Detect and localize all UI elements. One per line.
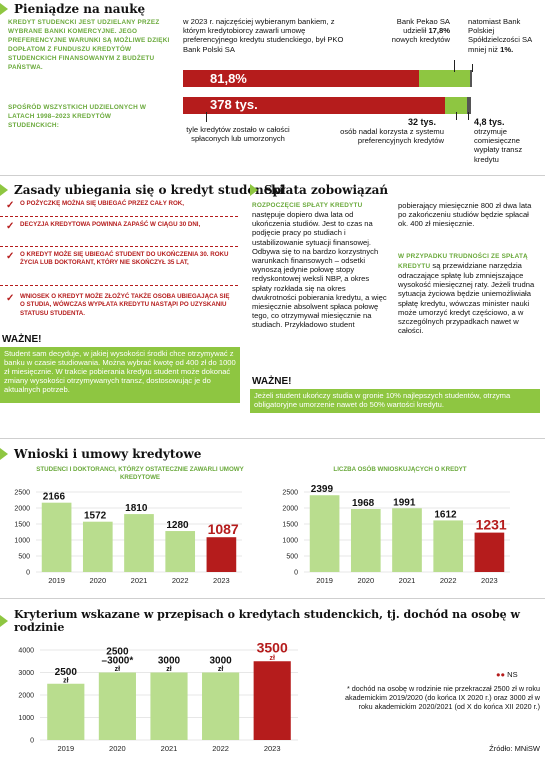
- check-icon: ✓: [6, 221, 15, 232]
- triangle-icon: [0, 184, 8, 196]
- section-title-money: Pieniądze na naukę: [0, 2, 145, 16]
- data-label: 3000: [209, 655, 232, 667]
- data-label: 1612: [434, 509, 457, 521]
- data-label: –3000*: [101, 655, 134, 667]
- data-label: 1231: [475, 516, 507, 533]
- y-tick-label: 3000: [18, 670, 34, 677]
- bps-note: natomiast Bank Polskiej Spółdzielczości SA mniej niż 1%.: [468, 17, 532, 54]
- pref-value: 32 tys.: [408, 117, 437, 127]
- credit-tag: ●● NS: [496, 670, 518, 679]
- important-label-right: WAŻNE!: [252, 376, 292, 387]
- data-unit: zł: [166, 666, 172, 673]
- data-unit: zł: [217, 666, 224, 673]
- data-label: 2500: [54, 666, 77, 678]
- pref-marker: [456, 112, 457, 120]
- x-tick-label: 2023: [481, 576, 498, 585]
- x-tick-label: 2021: [130, 576, 148, 585]
- data-label: 3000: [157, 655, 181, 667]
- bar: [165, 531, 195, 572]
- data-label: 1810: [125, 503, 148, 515]
- y-tick-label: 4000: [18, 647, 34, 655]
- section-title-criterion: Kryterium wskazane w przepisach o kredytach studenckich, tj. dochód na osobę w rodzinie: [0, 608, 545, 634]
- chart-title-applicants: LICZBA OSÓB WNIOSKUJĄCYCH O KREDYT: [333, 466, 467, 473]
- rule-divider: [0, 285, 238, 286]
- triangle-icon: [0, 615, 8, 627]
- x-tick-label: 2023: [213, 576, 230, 585]
- x-tick-label: 2022: [171, 576, 189, 585]
- credit-icon: ●●: [496, 670, 506, 679]
- pekao-note: Bank Pekao SA udzielił 17,8% nowych kredytów: [391, 17, 450, 45]
- triangle-icon: [0, 448, 8, 460]
- bar: [42, 503, 72, 572]
- hardship-column: W PRZYPADKU TRUDNOŚCI ZE SPŁATĄ KREDYTU są przewidziane narzędzia odraczające spłatę lub zmniejszające wysokość miesięcznej raty. Jeżeli trudna sytuacja życiowa będzie uniemożliwiała spłatę kredytu, wówczas minister nauki może umorzyć kredyt częściowo, a w szczególnych przypadkach nawet w całości.: [398, 253, 535, 336]
- bar: [83, 522, 113, 572]
- y-tick-label: 1500: [14, 521, 30, 529]
- bar-bps: [470, 70, 472, 87]
- y-tick-label: 0: [294, 569, 298, 577]
- x-tick-label: 2023: [263, 744, 281, 753]
- rule-item: ✓ O POŻYCZKĘ MOŻNA SIĘ UBIEGAĆ PRZEZ CAŁY ROK,: [6, 200, 184, 211]
- x-tick-label: 2020: [89, 576, 107, 585]
- data-unit: zł: [63, 677, 69, 685]
- bar: [124, 514, 154, 572]
- rule-item: ✓ WNIOSEK O KREDYT MOŻE ZŁOŻYĆ TAKŻE OSOBA UBIEGAJĄCA SIĘ O STUDIA, WÓWCZAS WYPŁATA KREDYTU NASTĄPI PO UZYSKANIU STATUSU STUDENTA.: [6, 293, 230, 317]
- y-tick-label: 1500: [282, 521, 298, 529]
- bar: [310, 495, 340, 572]
- section-title-repayment: Spłata zobowiązań: [250, 183, 388, 197]
- data-unit: zł: [269, 654, 275, 662]
- data-label: 1968: [351, 498, 375, 510]
- y-tick-label: 1000: [14, 537, 30, 545]
- divider-2: [0, 438, 545, 439]
- y-tick-label: 1000: [282, 537, 298, 545]
- bar: [475, 533, 505, 572]
- x-tick-label: 2021: [398, 576, 416, 585]
- bar: [207, 537, 237, 572]
- y-tick-label: 0: [26, 569, 30, 577]
- x-tick-label: 2022: [212, 744, 229, 753]
- y-tick-label: 500: [18, 553, 30, 561]
- footnote: * dochód na osobę w rodzinie nie przekraczał 2500 zł w roku akademickim 2019/2020 (do końca IX 2020 r.) oraz 3000 zł w roku akademickim 2020/2021 (od X do końca XII 2020 r.): [345, 684, 540, 711]
- y-tick-label: 2500: [282, 489, 298, 497]
- chart-title-contracts: STUDENCI I DOKTORANCI, KTÓRZY OSTATECZNIE ZAWARLI UMOWY KREDYTOWE: [36, 466, 244, 482]
- y-tick-label: 2000: [14, 505, 30, 513]
- triangle-icon: [250, 184, 258, 196]
- important-box-left: Student sam decyduje, w jakiej wysokości środki chce otrzymywać z banku w czasie studiowania. Można wybrać kwotę od 400 zł do 1000 zł miesięcznie. W trakcie pobierania kredytu student może dokonać zmiany wysokości otrzymywanych transz, dostosowując je do aktualnych potrzeb.: [0, 347, 240, 403]
- chart-contracts: [0, 478, 250, 588]
- section-title-rules: Zasady ubiegania się o kredyt studencki: [0, 183, 284, 197]
- repaid-marker: [206, 112, 207, 122]
- x-tick-label: 2022: [439, 576, 457, 585]
- pko-percent: 81,8%: [210, 71, 247, 86]
- bps-marker: [472, 64, 473, 72]
- x-tick-label: 2020: [357, 576, 375, 585]
- rule-item: ✓ DECYZJA KREDYTOWA POWINNA ZAPAŚĆ W CIĄGU 30 DNI,: [6, 221, 201, 232]
- bar: [99, 673, 136, 741]
- bar: [351, 509, 381, 572]
- triangle-icon: [0, 3, 8, 15]
- y-tick-label: 2000: [18, 692, 34, 700]
- repaid-desc: tyle kredytów zostało w całości spłaconych lub umorzonych: [186, 125, 290, 144]
- data-label: 1572: [83, 510, 107, 522]
- pko-note: w 2023 r. najczęściej wybieranym bankiem, z którym kredytobiorcy zawarli umowę preferencyjnego kredytu studenckiego, był PKO Bank Polski SA: [183, 17, 344, 54]
- repaid-value: 378 tys.: [210, 97, 258, 112]
- data-label: 2500: [106, 646, 129, 658]
- data-label: 1087: [207, 521, 239, 538]
- bar: [47, 684, 84, 740]
- check-icon: ✓: [6, 200, 15, 211]
- x-tick-label: 2019: [57, 744, 75, 753]
- y-tick-label: 500: [286, 553, 298, 561]
- rule-item: ✓ O KREDYT MOŻE SIĘ UBIEGAĆ STUDENT DO UKOŃCZENIA 30. ROKU ŻYCIA LUB DOKTORANT, KTÓRY NIE SKOŃCZYŁ 35 LAT,: [6, 251, 229, 267]
- data-label: 2399: [310, 484, 334, 496]
- data-label: 2166: [42, 491, 66, 503]
- bar: [202, 673, 239, 741]
- check-icon: ✓: [6, 251, 15, 262]
- important-label-left: WAŻNE!: [2, 334, 42, 345]
- chart-applicants: [268, 478, 518, 588]
- granted-label: SPOŚRÓD WSZYSTKICH UDZIELONYCH W LATACH 1998–2023 KREDYTÓW STUDENCKICH:: [8, 104, 147, 129]
- y-tick-label: 0: [30, 737, 34, 745]
- divider-1: [0, 175, 545, 176]
- pref-desc: osób nadal korzysta z systemu preferencyjnych kredytów: [340, 127, 444, 146]
- repay-column: ROZPOCZĘCIE SPŁATY KREDYTU następuje dopiero dwa lata od ukończenia studiów. Jest to czas na podjęcie pracy po studiach i ustabilizowanie sytuacji finansowej. Odbywa się to na bardzo korzystnych warunkach finansowych – odsetki wynoszą jedynie połowę stopy redyskontowej weksli NBP, a okres spłaty rozkłada się na okres dwukrotności pobierania kredytu, a więc miesięcznie absolwent spłaca połowę tego, co otrzymywał miesięcznie na studiach. Przykładowo student: [252, 202, 387, 330]
- pekao-marker: [454, 60, 455, 72]
- monthly-marker: [468, 112, 469, 120]
- x-tick-label: 2019: [316, 576, 333, 585]
- y-tick-label: 2500: [14, 489, 30, 497]
- rule-divider: [0, 216, 238, 217]
- data-unit: zł: [114, 666, 121, 673]
- source: Źródło: MNiSW: [489, 744, 540, 753]
- bar: [254, 661, 291, 740]
- check-icon: ✓: [6, 293, 15, 304]
- data-label: 1991: [393, 497, 416, 509]
- x-tick-label: 2019: [48, 576, 65, 585]
- rule-divider: [0, 246, 238, 247]
- intro-text: KREDYT STUDENCKI JEST UDZIELANY PRZEZ WYBRANE BANKI KOMERCYJNE. JEGO PREFERENCYJNE WARUNKI SĄ MOŻLIWE DZIĘKI DOPŁATOM Z FUNDUSZU KREDYTÓW STUDENCKICH FINANSOWANYM Z BUDŻETU PAŃSTWA.: [8, 19, 170, 71]
- bar: [150, 673, 187, 741]
- bar: [392, 508, 422, 572]
- data-label: 1280: [166, 520, 189, 532]
- monthly-desc: otrzymuje comiesięczne wypłaty transz kredytu: [474, 127, 523, 164]
- x-tick-label: 2021: [160, 744, 178, 753]
- y-tick-label: 1000: [18, 715, 34, 722]
- monthly-value: 4,8 tys.: [474, 117, 505, 127]
- important-box-right: Jeżeli student ukończy studia w gronie 10% najlepszych studentów, otrzyma obligatoryjne umorzenie nawet do 50% wartości kredytu.: [250, 389, 540, 413]
- bar-pekao: [419, 70, 470, 87]
- data-label: 3500: [256, 639, 288, 656]
- divider-3: [0, 598, 545, 599]
- bar: [433, 520, 463, 572]
- repay-column-2: pobierający miesięcznie 800 zł dwa lata po zakończeniu studiów będzie spłacał ok. 400 zł miesięcznie.: [398, 201, 532, 229]
- x-tick-label: 2020: [109, 744, 126, 753]
- chart-income-criterion: [0, 632, 310, 756]
- section-title-applications: Wnioski i umowy kredytowe: [0, 447, 201, 461]
- y-tick-label: 2000: [282, 505, 298, 513]
